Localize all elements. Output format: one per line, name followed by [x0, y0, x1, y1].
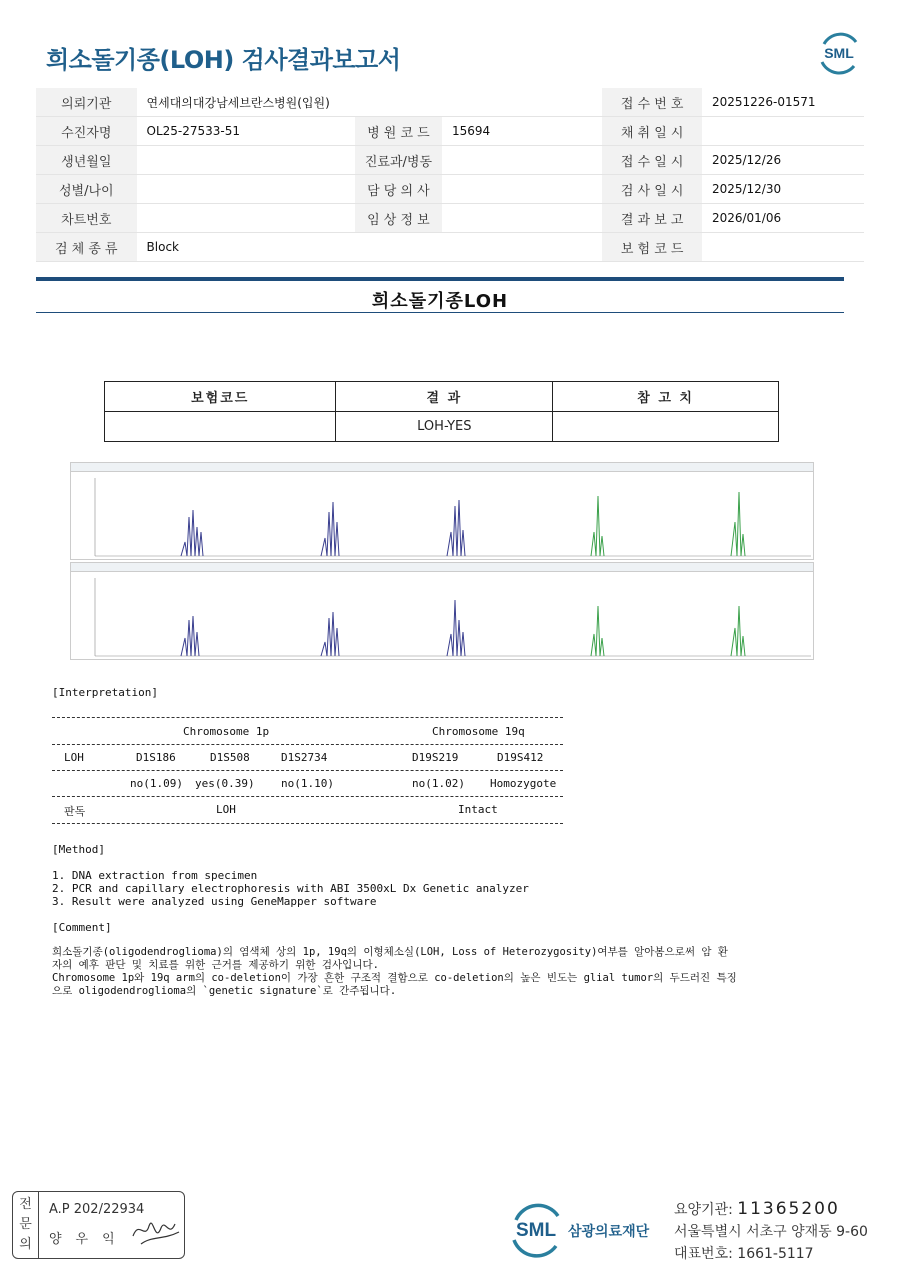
label-clinical-info: 임 상 정 보: [355, 204, 442, 233]
value-birth-date: [137, 146, 355, 175]
result-table: [104, 381, 779, 442]
value-clinical-info: [442, 204, 602, 233]
marker-label: D19S412: [497, 751, 544, 764]
dashed-rule: [52, 796, 563, 797]
interpretation-heading: [Interpretation]: [52, 686, 158, 699]
value-insurance-code: [702, 233, 864, 262]
value-receipt-date: 2025/12/26: [702, 146, 864, 175]
label-department: 진료과/병동: [355, 146, 442, 175]
stamp-doctor-name: 양우익: [49, 1232, 129, 1247]
label-report-date: 결 과 보 고: [602, 204, 702, 233]
stamp-side-char: 전: [19, 1197, 32, 1212]
value-requesting-org: 연세대의대강남세브란스병원(입원): [137, 88, 603, 117]
marker-value: no(1.02): [412, 777, 465, 790]
marker-value: no(1.09): [130, 777, 183, 790]
method-line: 3. Result were analyzed using GeneMapper software: [52, 895, 377, 908]
electropherogram-header: [71, 563, 813, 572]
comment-line: 으로 oligodendroglioma의 `genetic signature`로 간주됩니다.: [52, 985, 397, 997]
label-test-date: 검 사 일 시: [602, 175, 702, 204]
judgement-1p: LOH: [216, 803, 236, 816]
result-header-reference: 참 고 치: [553, 382, 779, 412]
marker-label: D1S186: [136, 751, 176, 764]
label-requesting-org: 의뢰기관: [36, 88, 137, 117]
stamp-side-char: 의: [19, 1237, 32, 1252]
value-report-date: 2026/01/06: [702, 204, 864, 233]
stamp-side-char: 문: [19, 1217, 32, 1232]
judgement-label: 판독: [64, 805, 86, 818]
footer-logo: [510, 1200, 670, 1264]
electropherogram-header: [71, 463, 813, 472]
value-doctor: [442, 175, 602, 204]
value-patient-name: OL25-27533-51: [137, 117, 355, 146]
method-line: 2. PCR and capillary electrophoresis with ABI 3500xL Dx Genetic analyzer: [52, 882, 529, 895]
result-cell-result: LOH-YES: [336, 412, 553, 442]
comment-heading: [Comment]: [52, 921, 112, 934]
method-heading: [Method]: [52, 843, 105, 856]
patient-info-table: [36, 88, 864, 262]
sml-footer-logo-icon: [510, 1200, 670, 1260]
label-receipt-date: 접 수 일 시: [602, 146, 702, 175]
value-receipt-no: 20251226-01571: [702, 88, 864, 117]
comment-line: 희소돌기종(oligodendroglioma)의 염색체 상의 1p, 19q의 이형체소실(LOH, Loss of Heterozygosity)여부를 알아봄으로써 암 환: [52, 946, 728, 958]
footer-logo-text: SML: [515, 1220, 557, 1241]
section-rule-thin: [36, 312, 844, 313]
chromosome-1p-label: Chromosome 1p: [183, 725, 270, 738]
comment-line: 자의 예후 판단 및 치료를 위한 근거를 제공하기 위한 검사입니다.: [52, 959, 379, 971]
electropherogram-top: [70, 462, 814, 560]
result-header-insurance-code: 보험코드: [105, 382, 336, 412]
result-header-result: 결 과: [336, 382, 553, 412]
marker-label: D1S2734: [281, 751, 328, 764]
label-collection-date: 채 취 일 시: [602, 117, 702, 146]
label-patient-name: 수진자명: [36, 117, 137, 146]
value-department: [442, 146, 602, 175]
electropherogram-bottom-plot: [71, 572, 813, 660]
label-insurance-code: 보 험 코 드: [602, 233, 702, 262]
chromosome-19q-label: Chromosome 19q: [432, 725, 525, 738]
dashed-rule: [52, 744, 563, 745]
marker-value: no(1.10): [281, 777, 334, 790]
footer-phone: 1661-5117: [737, 1246, 814, 1262]
label-receipt-no: 접 수 번 호: [602, 88, 702, 117]
label-sex-age: 성별/나이: [36, 175, 137, 204]
result-cell-insurance-code: [105, 412, 336, 442]
result-cell-reference: [553, 412, 779, 442]
logo-text: SML: [824, 45, 854, 61]
value-test-date: 2025/12/30: [702, 175, 864, 204]
dashed-rule: [52, 770, 563, 771]
label-specimen-type: 검 체 종 류: [36, 233, 137, 262]
label-hospital-code: 병 원 코 드: [355, 117, 442, 146]
dashed-rule: [52, 823, 563, 824]
judgement-19q: Intact: [458, 803, 498, 816]
comment-line: Chromosome 1p와 19q arm의 co-deletion이 가장 흔한 구조적 결함으로 co-deletion의 높은 빈도는 glial tumor의 두드러진 특징: [52, 972, 737, 984]
footer-info: [674, 1198, 868, 1265]
method-line: 1. DNA extraction from specimen: [52, 869, 258, 882]
marker-label: D19S219: [412, 751, 459, 764]
footer-code: 11365200: [737, 1199, 840, 1219]
label-birth-date: 생년월일: [36, 146, 137, 175]
footer-address: 서울특별시 서초구 양재동 9-60: [674, 1224, 868, 1240]
marker-value: yes(0.39): [195, 777, 255, 790]
signature-icon: [131, 1210, 183, 1250]
loh-row-label: LOH: [64, 751, 84, 764]
footer-phone-label: 대표번호:: [674, 1246, 733, 1262]
value-specimen-type: Block: [137, 233, 603, 262]
sml-logo-icon: [816, 30, 862, 76]
label-chart-no: 차트번호: [36, 204, 137, 233]
electropherogram-bottom: [70, 562, 814, 660]
value-collection-date: [702, 117, 864, 146]
value-sex-age: [137, 175, 355, 204]
report-title: 희소돌기종(LOH) 검사결과보고서: [46, 46, 401, 74]
label-doctor: 담 당 의 사: [355, 175, 442, 204]
marker-label: D1S508: [210, 751, 250, 764]
stamp-ap-number: A.P 202/22934: [49, 1202, 145, 1217]
section-rule-thick: [36, 277, 844, 281]
electropherogram-top-plot: [71, 472, 813, 560]
footer-code-label: 요양기관:: [674, 1202, 733, 1218]
value-chart-no: [137, 204, 355, 233]
value-hospital-code: 15694: [442, 117, 602, 146]
specialist-stamp: [12, 1191, 185, 1259]
dashed-rule: [52, 717, 563, 718]
section-title: 희소돌기종LOH: [371, 291, 509, 312]
footer-org-name: 삼광의료재단: [568, 1224, 650, 1240]
marker-value: Homozygote: [490, 777, 557, 790]
stamp-side-label: [13, 1192, 39, 1258]
